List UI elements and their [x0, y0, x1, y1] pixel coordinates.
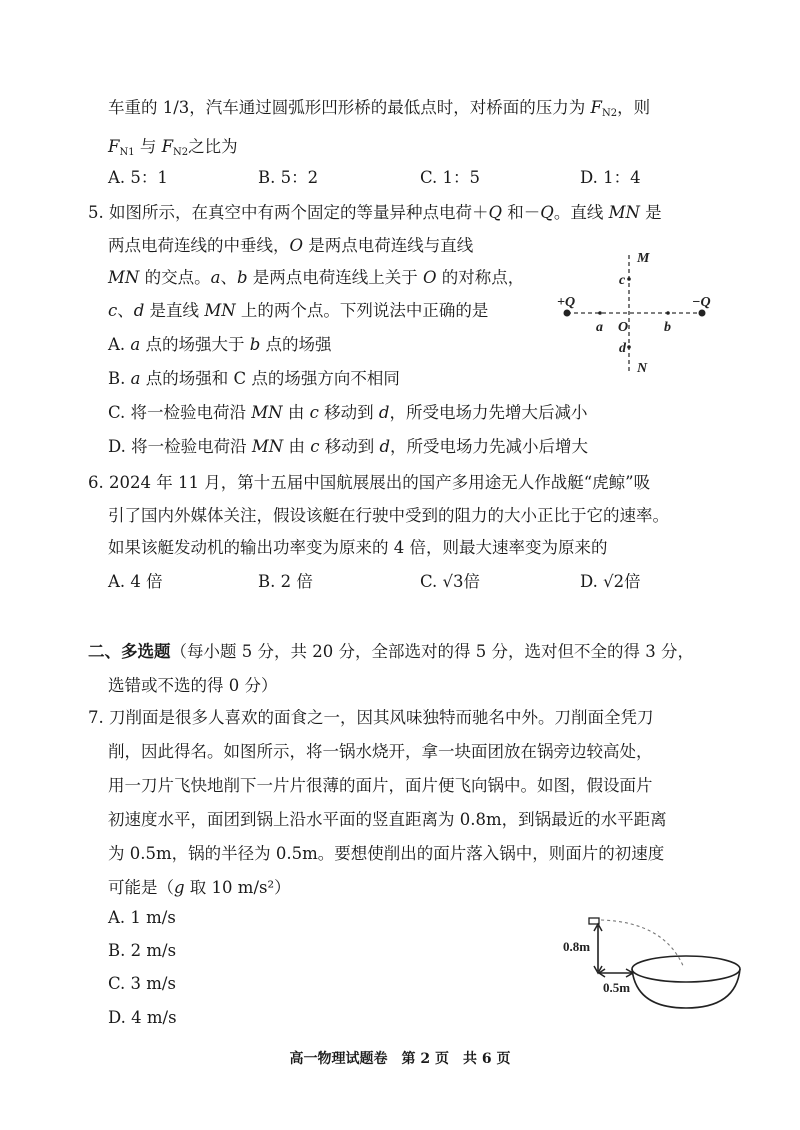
minus-charge: [699, 310, 706, 317]
label-height: 0.8m: [563, 939, 591, 954]
text-segment: 两点电荷连线的中垂线，: [108, 236, 290, 255]
text-segment: F: [161, 137, 174, 156]
text-segment: 引了国内外媒体关注，假设该艇在行驶中受到的阻力的大小正比于它的速率。: [108, 506, 669, 525]
subscript: N2: [173, 147, 189, 158]
text-segment: ，所受电场力先减小后增大: [390, 437, 589, 456]
label-distance: 0.5m: [603, 980, 631, 995]
text-segment: 移动到: [319, 437, 380, 456]
text-segment: 点的场强: [260, 335, 332, 354]
text-segment: D. 4 m/s: [108, 1008, 177, 1027]
text-segment: 、: [117, 301, 134, 320]
subscript: N1: [119, 147, 135, 158]
label-plus-q: +Q: [557, 295, 576, 310]
text-segment: c: [108, 301, 118, 320]
text-segment: d: [378, 403, 390, 422]
label-m: M: [637, 251, 650, 266]
text-segment: b: [249, 335, 261, 354]
text-segment: A. 1 m/s: [108, 908, 176, 927]
text-segment: 之比为: [188, 137, 238, 156]
text-segment: 的交点。: [139, 268, 211, 287]
text-segment: c: [310, 437, 320, 456]
text-segment: a: [130, 335, 141, 354]
text-segment: MN: [251, 403, 283, 422]
text-segment: a: [130, 369, 141, 388]
text-segment: 如果该艇发动机的输出功率变为原来的 4 倍，则最大速率变为原来的: [108, 538, 608, 557]
text-segment: 选错或不选的得 0 分）: [108, 676, 278, 695]
text-segment: b: [236, 268, 248, 287]
option-c: C. 1：5: [420, 168, 481, 187]
text-segment: 是两点电荷连线与直线: [303, 236, 474, 255]
text-segment: d: [133, 301, 145, 320]
text-segment: O: [289, 236, 304, 255]
text-segment: 。直线: [553, 203, 609, 222]
label-b: b: [664, 320, 671, 335]
text-segment: c: [309, 403, 319, 422]
text-segment: B.: [108, 369, 131, 388]
text-segment: Q: [540, 203, 554, 222]
text-segment: F: [108, 137, 120, 156]
text-segment: 上的两个点。下列说法中正确的是: [235, 301, 489, 320]
text-segment: MN: [251, 437, 284, 456]
text-segment: 二、多选题: [88, 642, 171, 661]
text-segment: 初速度水平，面团到锅上沿水平面的竖直距离为 0.8m，到锅最近的水平距离: [108, 810, 667, 829]
text-segment: MN: [608, 203, 640, 222]
bowl-figure: [563, 918, 740, 1008]
label-d: d: [619, 341, 626, 356]
text-segment: g: [174, 878, 185, 897]
label-n: N: [637, 361, 648, 376]
text-segment: 是: [639, 203, 662, 222]
text-segment: 点的场强大于: [140, 335, 250, 354]
text-segment: B. 2 m/s: [108, 941, 177, 960]
text-segment: 为 0.5m，锅的半径为 0.5m。要想使削出的面片落入锅中，则面片的初速度: [108, 844, 665, 863]
text-segment: 与: [134, 137, 162, 156]
text-segment: a: [210, 268, 221, 287]
label-a: a: [596, 320, 603, 335]
text-segment: 和－: [502, 203, 541, 222]
subscript: N2: [602, 108, 618, 119]
text-segment: O: [423, 268, 437, 287]
text-segment: 点的场强和 C 点的场强方向不相同: [140, 369, 400, 388]
text-segment: 移动到: [318, 403, 379, 422]
text-segment: ，所受电场力先增大后减小: [389, 403, 588, 422]
text-segment: 是两点电荷连线上关于: [247, 268, 423, 287]
option-a: A. 4 倍: [108, 572, 163, 591]
option-d: D. 1：4: [580, 168, 641, 187]
text-segment: 削，因此得名。如图所示，将一锅水烧开，拿一块面团放在锅旁边较高处，: [108, 742, 653, 761]
text-segment: C. 将一检验电荷沿: [108, 403, 252, 422]
label-o: O: [618, 320, 629, 335]
option-c: C. √3倍: [420, 572, 481, 591]
text-segment: 取 10 m/s²）: [184, 878, 291, 897]
text-segment: 是直线: [144, 301, 205, 320]
text-segment: A.: [108, 335, 131, 354]
text-segment: 6. 2024 年 11 月，第十五届中国航展展出的国产多用途无人作战艇“虎鲸”吸: [88, 473, 651, 492]
option-d: D. √2倍: [580, 572, 641, 591]
text-segment: 由: [283, 437, 311, 456]
option-a: A. 5：1: [108, 168, 168, 187]
label-minus-q: −Q: [692, 295, 711, 310]
text-segment: 7. 刀削面是很多人喜欢的面食之一，因其风味独特而驰名中外。刀削面全凭刀: [88, 708, 654, 727]
page-footer: 高一物理试题卷 第 2 页 共 6 页: [289, 1051, 511, 1067]
text-segment: ，则: [617, 98, 651, 117]
text-segment: （每小题 5 分，共 20 分，全部选对的得 5 分，选对但不全的得 3 分，: [170, 642, 694, 661]
option-b: B. 2 倍: [258, 572, 313, 591]
option-b: B. 5：2: [258, 168, 319, 187]
text-segment: F: [590, 98, 602, 117]
text-segment: C. 3 m/s: [108, 974, 176, 993]
text-segment: 由: [282, 403, 310, 422]
text-segment: MN: [204, 301, 236, 320]
label-c: c: [619, 273, 626, 288]
text-segment: 可能是（: [108, 878, 174, 897]
text-segment: MN: [108, 268, 140, 287]
text-segment: Q: [488, 203, 503, 222]
plus-charge: [564, 310, 571, 317]
text-segment: 5. 如图所示，在真空中有两个固定的等量异种点电荷＋: [88, 203, 489, 222]
text-segment: 、: [220, 268, 237, 287]
text-segment: d: [379, 437, 391, 456]
text-segment: 的对称点，: [436, 268, 525, 287]
text-segment: 用一刀片飞快地削下一片片很薄的面片，面片便飞向锅中。如图，假设面片: [108, 776, 653, 795]
text-segment: D. 将一检验电荷沿: [108, 437, 252, 456]
text-segment: 车重的 1/3，汽车通过圆弧形凹形桥的最低点时，对桥面的压力为: [108, 98, 591, 117]
